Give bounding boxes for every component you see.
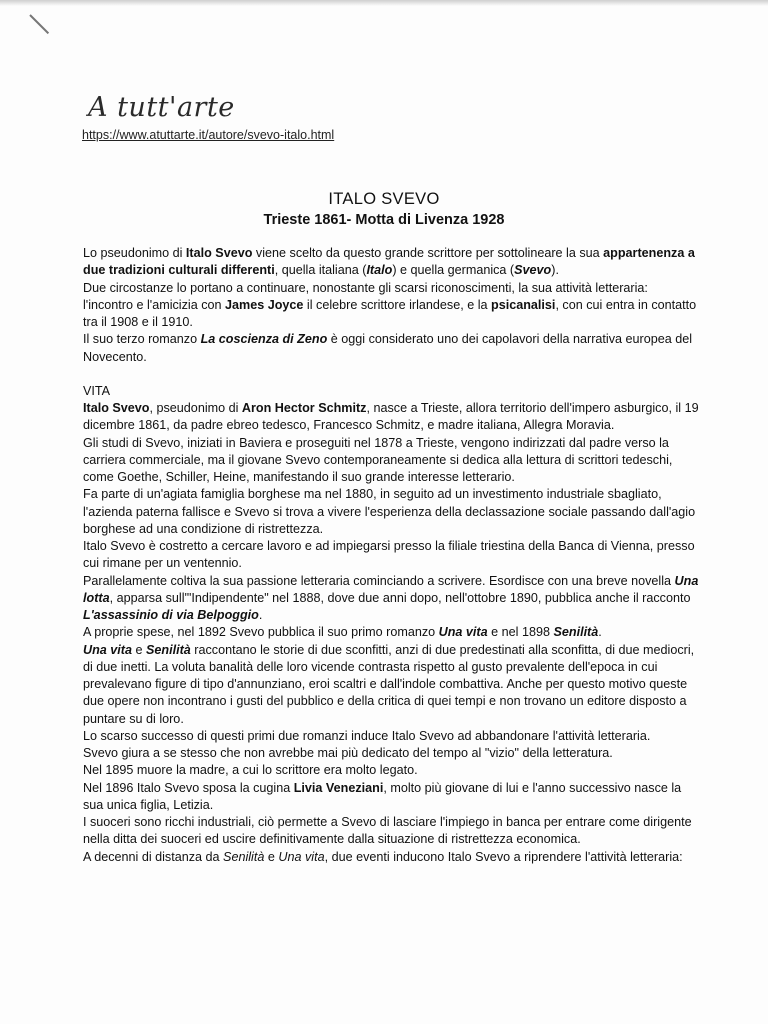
vita-paragraph: Una vita e Senilità raccontano le storie di due sconfitti, anzi di due predestinati alla sconfitta, di due mediocri, di due inetti. La voluta banalità delle loro vicende contrasta rispetto al gusto prevalente dell'epoca in cui prevalevano figure di tipo d'annunziano, eroi scaltri e dall'indole combattiva. Anche per questo motivo queste due opere non incontrano i gusti del pubblico e della critica di quei tempi e non trovano un editore disposto a puntare su di loro. (83, 642, 695, 726)
intro-paragraph: Lo pseudonimo di Italo Svevo viene scelto da questo grande scrittore per sottolineare la sua appartenenza a due tradizioni culturali differenti, quella italiana (Italo) e quella germanica (Svevo). (83, 246, 695, 278)
intro-paragraph: Il suo terzo romanzo La coscienza di Zeno è oggi considerato uno dei capolavori della narrativa europea del Novecento. (83, 332, 693, 364)
scan-edge (0, 0, 768, 6)
vita-paragraph: Gli studi di Svevo, iniziati in Baviera e proseguiti nel 1878 a Trieste, vengono indirizzati dal padre verso la carriera commerciale, ma il giovane Svevo contemporaneamente si dedica alla lettura di scrittori tedeschi, come Goethe, Schiller, Heine, manifestando il suo grande interesse letterario. (83, 435, 673, 484)
source-url[interactable]: https://www.atuttarte.it/autore/svevo-italo.html (82, 128, 335, 142)
vita-paragraph: Svevo giura a se stesso che non avrebbe mai più dedicato del tempo al "vizio" della letteratura. (83, 746, 613, 760)
page-subtitle: Trieste 1861- Motta di Livenza 1928 (263, 212, 505, 228)
scan-mark (29, 14, 49, 34)
section-heading-vita: VITA (83, 383, 111, 398)
article-body (83, 245, 701, 866)
vita-paragraph: Nel 1896 Italo Svevo sposa la cugina Livia Veneziani, molto più giovane di lui e l'anno successivo nasce la sua unica figlia, Letizia. (83, 780, 682, 812)
vita-paragraph: Lo scarso successo di questi primi due romanzi induce Italo Svevo ad abbandonare l'attività letteraria. (83, 728, 651, 743)
vita-paragraph: Nel 1895 muore la madre, a cui lo scrittore era molto legato. (83, 763, 418, 778)
vita-paragraph: A decenni di distanza da Senilità e Una vita, due eventi inducono Italo Svevo a riprendere l'attività letteraria: (83, 849, 683, 864)
intro-paragraph: Due circostanze lo portano a continuare, nonostante gli scarsi riconoscimenti, la sua attività letteraria: l'incontro e l'amicizia con James Joyce il celebre scrittore irlandese, e la psicanalisi, con cui entra in contatto tra il 1908 e il 1910. (83, 280, 697, 329)
vita-paragraph: A proprie spese, nel 1892 Svevo pubblica il suo primo romanzo Una vita e nel 1898 Senilità. (83, 625, 602, 640)
vita-paragraph: Parallelamente coltiva la sua passione letteraria cominciando a scrivere. Esordisce con una breve novella Una lotta, apparsa sull'"Indipendente" nel 1888, dove due anni dopo, nell'ottobre 1890, pubblica anche il racconto L'assassinio di via Belpoggio. (83, 573, 699, 622)
vita-paragraph: I suoceri sono ricchi industriali, ciò permette a Svevo di lasciare l'impiego in banca per entrare come dirigente nella ditta dei suoceri ed uscire definitivamente dalla situazione di ristrettezza economica. (83, 815, 692, 847)
page-title: ITALO SVEVO (328, 190, 440, 208)
vita-paragraph: Italo Svevo, pseudonimo di Aron Hector Schmitz, nasce a Trieste, allora territorio dell'impero asburgico, il 19 dicembre 1861, da padre ebreo tedesco, Francesco Schmitz, e madre italiana, Allegra Moravia. (83, 401, 699, 433)
vita-paragraph: Fa parte di un'agiata famiglia borghese ma nel 1880, in seguito ad un investimento industriale sbagliato, l'azienda paterna fallisce e Svevo si trova a vivere l'esperienza della declassazione sociale passando dall'agio borghese ad una condizione di ristrettezza. (83, 487, 696, 536)
site-logo: A tutt'arte (88, 92, 235, 123)
vita-paragraph: Italo Svevo è costretto a cercare lavoro e ad impiegarsi presso la filiale triestina della Banca di Vienna, presso cui rimane per un ventennio. (83, 539, 695, 571)
